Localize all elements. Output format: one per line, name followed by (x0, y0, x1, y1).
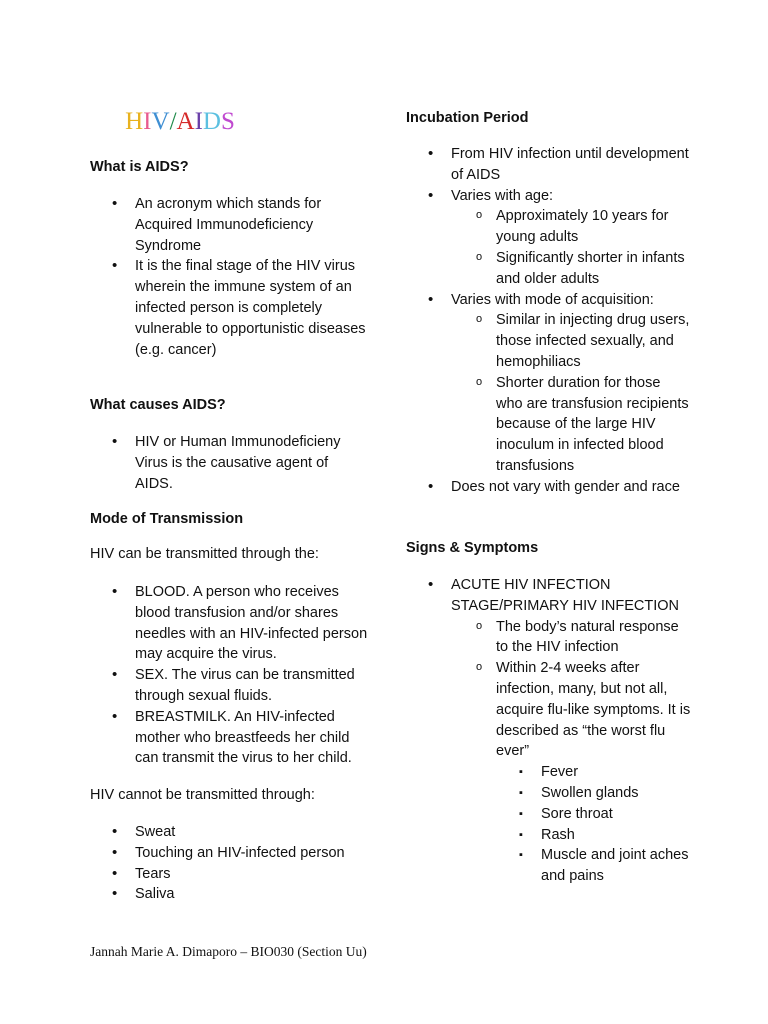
list-item: • An acronym which stands for Acquired Immunodeficiency Syndrome (90, 194, 370, 256)
list-item: • Touching an HIV-infected person (90, 843, 375, 864)
list-item: • BLOOD. A person who receives blood transfusion and/or shares needles with an HIV-infected person may acquire the virus. (90, 582, 375, 665)
document-title (80, 108, 280, 136)
symptom-item: ▪ Sore throat (406, 804, 691, 825)
symptom-item: ▪ Swollen glands (406, 783, 691, 804)
title-letter: D (202, 108, 221, 135)
list-item: • ACUTE HIV INFECTION STAGE/PRIMARY HIV INFECTION (406, 575, 691, 617)
not-transmitted-intro: HIV cannot be transmitted through: (90, 787, 315, 803)
sub-list-item: o Within 2-4 weeks after infection, many, but not all, acquire flu-like symptoms. It is described as “the worst flu ever” (406, 658, 691, 762)
title-letter: I (194, 108, 203, 135)
incubation-list (406, 144, 691, 498)
symptom-item: ▪ Fever (406, 762, 691, 783)
sub-list-item: o The body’s natural response to the HIV infection (406, 617, 691, 659)
list-item: • SEX. The virus can be transmitted through sexual fluids. (90, 665, 375, 707)
list-item: • From HIV infection until development of AIDS (406, 144, 691, 186)
not-transmitted-list (90, 822, 375, 905)
signs-list (406, 575, 691, 887)
sub-list-item: o Approximately 10 years for young adults (406, 206, 691, 248)
title-letter: S (220, 108, 235, 135)
footer-author: Jannah Marie A. Dimaporo – BIO030 (Section Uu) (90, 944, 367, 959)
title-letter: H (125, 108, 144, 135)
sub-list-item: o Shorter duration for those who are transfusion recipients because of the large HIV inoculum in infected blood transfusions (406, 373, 691, 477)
section-heading-signs-symptoms: Signs & Symptoms (406, 540, 539, 556)
list-item: • Does not vary with gender and race (406, 477, 691, 498)
title-letter: A (176, 108, 195, 135)
symptom-item: ▪ Rash (406, 825, 691, 846)
what-is-aids-list (90, 194, 370, 360)
list-item: • It is the final stage of the HIV virus wherein the immune system of an infected person is completely vulnerable to opportunistic diseases (e.g. cancer) (90, 256, 370, 360)
transmission-list (90, 582, 375, 769)
section-heading-what-is-aids: What is AIDS? (90, 159, 189, 175)
what-causes-aids-list (90, 432, 365, 494)
list-item: • HIV or Human Immunodeficieny Virus is the causative agent of AIDS. (90, 432, 365, 494)
list-item: • BREASTMILK. An HIV-infected mother who breastfeeds her child can transmit the virus to her child. (90, 707, 375, 769)
section-heading-incubation-period: Incubation Period (406, 110, 529, 126)
list-item: • Varies with age: (406, 186, 691, 207)
title-letter: / (169, 108, 177, 135)
section-heading-what-causes-aids: What causes AIDS? (90, 397, 226, 413)
title-letter: V (151, 108, 170, 135)
transmission-intro: HIV can be transmitted through the: (90, 546, 319, 562)
title-letter: I (143, 108, 152, 135)
list-item: • Sweat (90, 822, 375, 843)
list-item: • Varies with mode of acquisition: (406, 290, 691, 311)
sub-list-item: o Significantly shorter in infants and older adults (406, 248, 691, 290)
sub-list-item: o Similar in injecting drug users, those infected sexually, and hemophiliacs (406, 310, 691, 372)
list-item: • Tears (90, 864, 375, 885)
symptom-item: ▪ Muscle and joint aches and pains (406, 845, 691, 887)
list-item: • Saliva (90, 884, 375, 905)
section-heading-mode-of-transmission: Mode of Transmission (90, 511, 244, 527)
